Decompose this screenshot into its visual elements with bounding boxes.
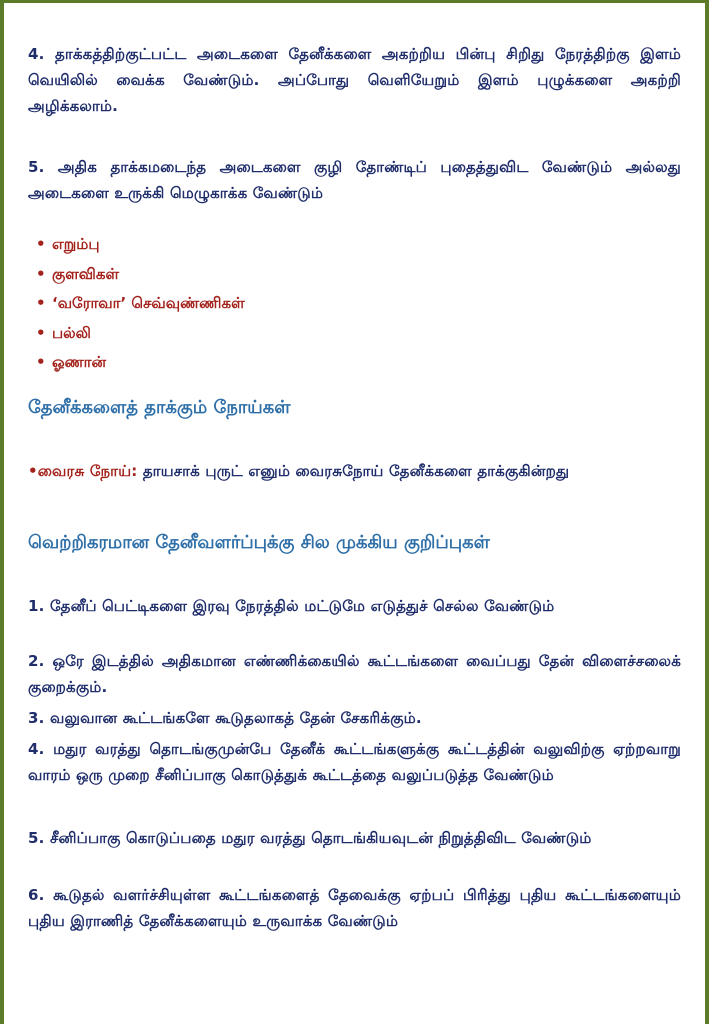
- enemy-name: எறும்பு: [52, 235, 100, 253]
- disease-paragraph: [28, 458, 681, 484]
- control-step-4: 4. தாக்கத்திற்குட்பட்ட அடைகளை தேனீக்களை அகற்றிய பின்பு சிறிது நேரத்திற்கு இளம் வெயிலில் வைக்க வேண்டும். அப்போது வெளியேறும் இளம் புழுக்களை அகற்றி அழிக்கலாம்.: [28, 45, 681, 115]
- tip-item: 5. சீனிப்பாகு கொடுப்பதை மதுர வரத்து தொடங்கியவுடன் நிறுத்திவிட வேண்டும்: [28, 829, 592, 847]
- disease-label: •வைரசு நோய்:: [28, 462, 138, 480]
- tip-item: 2. ஒரே இடத்தில் அதிகமான எண்ணிக்கையில் கூட்டங்களை வைப்பது தேன் விளைச்சலைக் குறைக்கும்.: [28, 652, 681, 696]
- diseases-heading: தேனீக்களைத் தாக்கும் நோய்கள்: [28, 397, 291, 418]
- tips-heading: வெற்றிகரமான தேனீவளர்ப்புக்கு சில முக்கிய குறிப்புகள்: [28, 532, 490, 553]
- tip-item: 6. கூடுதல் வளர்ச்சியுள்ள கூட்டங்களைத் தேவைக்கு ஏற்பப் பிரித்து புதிய கூட்டங்களையும் புதிய இராணித் தேனீக்களையும் உருவாக்க வேண்டும்: [28, 886, 681, 930]
- control-step-5: 5. அதிக தாக்கமடைந்த அடைகளை குழி தோண்டிப் புதைத்துவிட வேண்டும் அல்லது அடைகளை உருக்கி மெழுகாக்க வேண்டும்: [28, 158, 681, 202]
- list-item: • பல்லி: [36, 323, 91, 342]
- disease-text: தாயசாக் புருட் எனும் வைரசுநோய் தேனீக்களை தாக்குகின்றது: [142, 462, 570, 480]
- list-item: • ஓணான்: [36, 353, 107, 371]
- tip-item: 4. மதுர வரத்து தொடங்குமுன்பே தேனீக் கூட்டங்களுக்கு கூட்டத்தின் வலுவிற்கு ஏற்றவாறு வாரம் ஒரு முறை சீனிப்பாகு கொடுத்துக் கூட்டத்தை வலுப்படுத்த வேண்டும்: [28, 740, 681, 784]
- list-item: • ‘வரோவா’ செவ்வுண்ணிகள்: [36, 294, 245, 312]
- enemies-list: [36, 230, 245, 378]
- tip-item: 1. தேனீப் பெட்டிகளை இரவு நேரத்தில் மட்டுமே எடுத்துச் செல்ல வேண்டும்: [28, 597, 555, 615]
- list-item: • குளவிகள்: [36, 264, 119, 283]
- enemy-name: ஓணான்: [52, 353, 107, 371]
- enemy-name: குளவிகள்: [52, 264, 119, 283]
- list-item: • எறும்பு: [36, 235, 100, 253]
- tip-item: 3. வலுவான கூட்டங்களே கூடுதலாகத் தேன் சேகரிக்கும்.: [28, 709, 422, 727]
- enemy-name: ‘வரோவா’ செவ்வுண்ணிகள்: [52, 294, 245, 312]
- enemy-name: பல்லி: [52, 323, 91, 342]
